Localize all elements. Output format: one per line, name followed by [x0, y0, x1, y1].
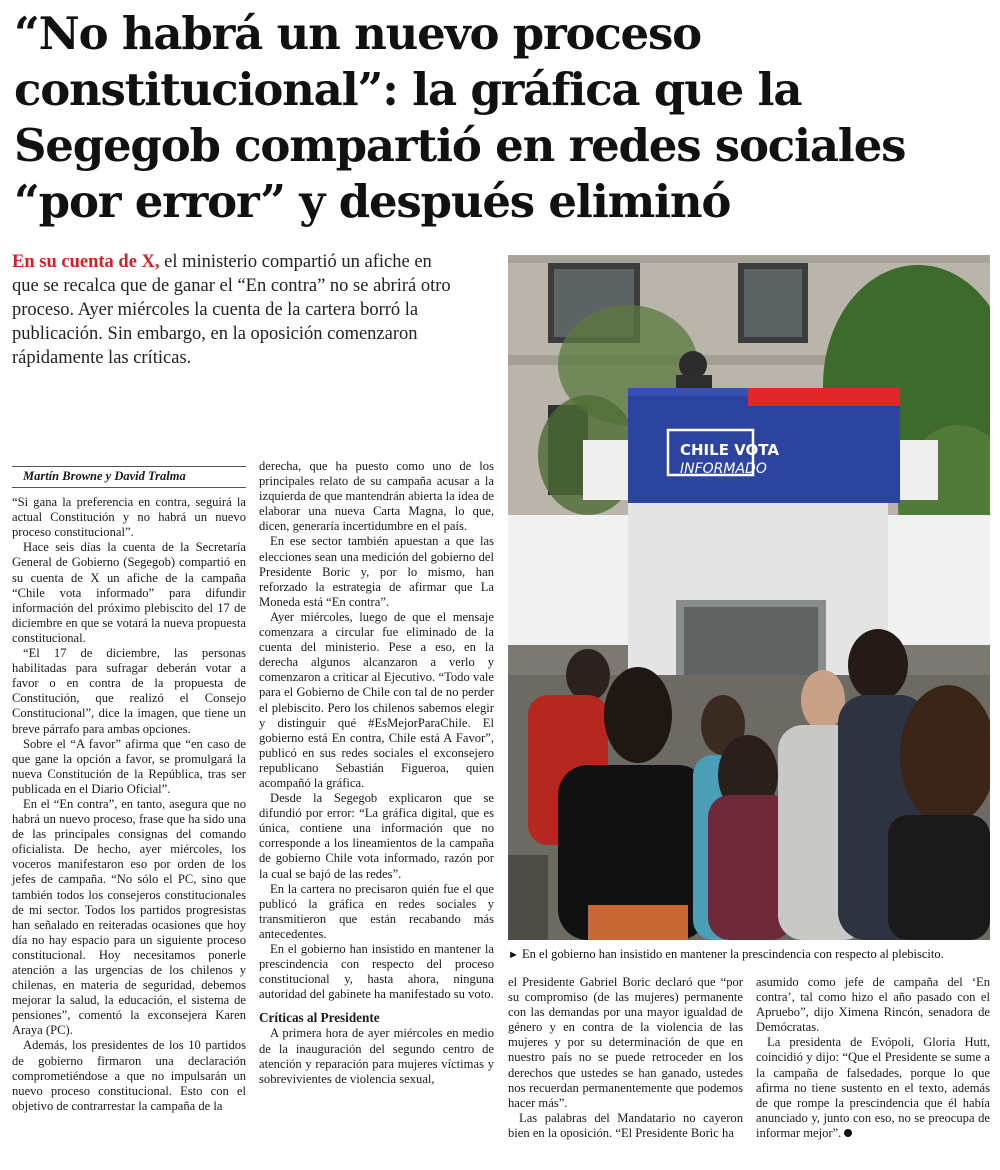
article-paragraph: “El 17 de diciembre, las personas habilitadas para sufragar deberán votar a favor o en contra de la propuesta de Constitución, que realizó el Consejo Constitucional”, dice la imagen, que tiene un breve párrafo para ambas opciones.: [12, 646, 246, 736]
article-paragraph: Desde la Segegob explicaron que se difundió por error: “La gráfica digital, que es única, contiene una información que no corresponde a los lineamientos de la campaña de gobierno Chile vota informado, razón por la cual se bajó de las redes”.: [259, 791, 494, 881]
article-paragraph: [756, 1035, 990, 1141]
headline: “No habrá un nuevo proceso constitucional”: la gráfica que la Segegob compartió en redes sociales “por error” y después eliminó: [14, 7, 906, 228]
caption-text: En el gobierno han insistido en mantener la prescindencia con respecto al plebiscito.: [518, 947, 944, 961]
article-column-3: [508, 975, 743, 1141]
article-paragraph: asumido como jefe de campaña del ‘En contra’, tal como hizo el año pasado con el Apruebo”, dijo Ximena Rincón, senadora de Demócratas.: [756, 975, 990, 1035]
article-paragraph: derecha, que ha puesto como uno de los principales relato de su campaña acusar a la izquierda de que mantendrán abierta la idea de elaborar una nueva Carta Magna, lo que, dicen, generaría incertidumbre en el país.: [259, 459, 494, 534]
news-photo: [508, 255, 990, 940]
article-column-2: [259, 459, 494, 1087]
article-paragraph: En ese sector también apuestan a que las elecciones sean una medición del gobierno del Presidente Boric y, por lo mismo, han reforzado la estrategia de afirmar que La Moneda está “En contra”.: [259, 534, 494, 609]
article-paragraph: Además, los presidentes de los 10 partidos de gobierno firmaron una declaración comprometiéndose a que no impulsarán un nuevo proceso constitucional. Esto con el objetivo de contrarrestar la campaña de la: [12, 1038, 246, 1113]
lead-paragraph: [12, 250, 462, 370]
article-column-4: [756, 975, 990, 1141]
article-paragraph: En el gobierno han insistido en mantener la prescindencia con respecto del proceso constitucional y, hasta ahora, ninguna autoridad del gabinete ha manifestado su voto.: [259, 942, 494, 1002]
closing-paragraph-text: La presidenta de Evópoli, Gloria Hutt, coincidió y dijo: “Que el Presidente se sume a la campaña de falsedades, porque lo que afirma no tiene sustento en el texto, además de que rompe la prescindencia que él había anunciado y, junto con eso, no se preocupa de informar mejor”.: [756, 1035, 990, 1140]
article-column-1: [12, 466, 246, 1114]
sign-text-line2: INFORMADO: [680, 461, 767, 477]
article-paragraph: A primera hora de ayer miércoles en medio de la inauguración del segundo centro de atención y reparación para mujeres víctimas y sobrevivientes de violencia sexual,: [259, 1026, 494, 1086]
end-of-article-dot: [844, 1129, 852, 1137]
lead-tag: En su cuenta de X,: [12, 252, 160, 272]
article-paragraph: Las palabras del Mandatario no cayeron bien en la oposición. “El Presidente Boric ha: [508, 1110, 743, 1140]
article-paragraph: “Si gana la preferencia en contra, seguirá la actual Constitución y no habrá un nuevo proceso constitucional”.: [12, 495, 246, 540]
article-paragraph: Hace seis días la cuenta de la Secretaría General de Gobierno (Segegob) compartió en su cuenta de X un afiche de la campaña “Chile vota informado” para difundir información del próximo plebiscito del 17 de diciembre en que se votará la nueva propuesta constitucional.: [12, 540, 246, 645]
section-subhead: Críticas al Presidente: [259, 1010, 380, 1026]
photo-caption: [508, 946, 990, 963]
lead-text: el ministerio compartió un afiche en que se recalca que de ganar el “En contra” no se abrirá otro proceso. Ayer miércoles la cuenta de la cartera borró la publicación. Sin embargo, en la oposición comenzaron rápidamente las críticas.: [12, 252, 451, 368]
byline: Martín Browne y David Tralma: [12, 466, 246, 488]
article-paragraph: el Presidente Gabriel Boric declaró que “por su compromiso (de las mujeres) permanente con las demandas por una mayor igualdad de género y en contra de la violencia de las mujeres y por su determinación de que en nuestro país no se puede retroceder en los derechos que ustedes se han ganado, ustedes nos recuerdan permanentemente que podemos hacer más”.: [508, 975, 743, 1110]
article-paragraph: En el “En contra”, en tanto, asegura que no habrá un nuevo proceso, frase que ha sido una de las principales consignas del comando oficialista. De hecho, ayer miércoles, los voceros manifestaron eso por orden de los jefes de campaña. “No sólo el PC, sino que también todos los consejeros constitucionales de mi sector. Todos los partidos progresistas han señalado en reiteradas ocasiones que hoy día no hay espacio para un siguiente proceso constitucional. Hoy necesitamos ponerle atención a las urgencias de los chilenos y chilenas, en materia de seguridad, debemos mejorar la salud, la educación, el sistema de pensiones”, comentó la exconsejera Karen Araya (PC).: [12, 796, 246, 1038]
article-paragraph: En la cartera no precisaron quién fue el que publicó la gráfica en redes sociales y transmitieron que están recabando más antecedentes.: [259, 881, 494, 941]
sign-text-line1: CHILE VOTA: [680, 441, 779, 459]
caption-marker: ►: [508, 949, 519, 961]
article-paragraph: Sobre el “A favor” afirma que “en caso de que gane la opción a favor, se promulgará la nueva Constitución de la República, tras ser publicada en el Diario Oficial”.: [12, 736, 246, 796]
article-paragraph: Ayer miércoles, luego de que el mensaje comenzara a circular fue eliminado de la cuenta del ministerio. Pese a eso, en la derecha algunos alcanzaron a verlo y comenzaron a criticar al Ejecutivo. “Todo vale para el Gobierno de Chile con tal de no perder el plebiscito. Pero los chilenos sabemos elegir y distinguir qué #EsMejorParaChile. El gobierno está En contra, Chile está A Favor”, publicó en sus redes sociales el exconsejero republicano Sebastián Figueroa, quien acompañó la gráfica.: [259, 609, 494, 790]
